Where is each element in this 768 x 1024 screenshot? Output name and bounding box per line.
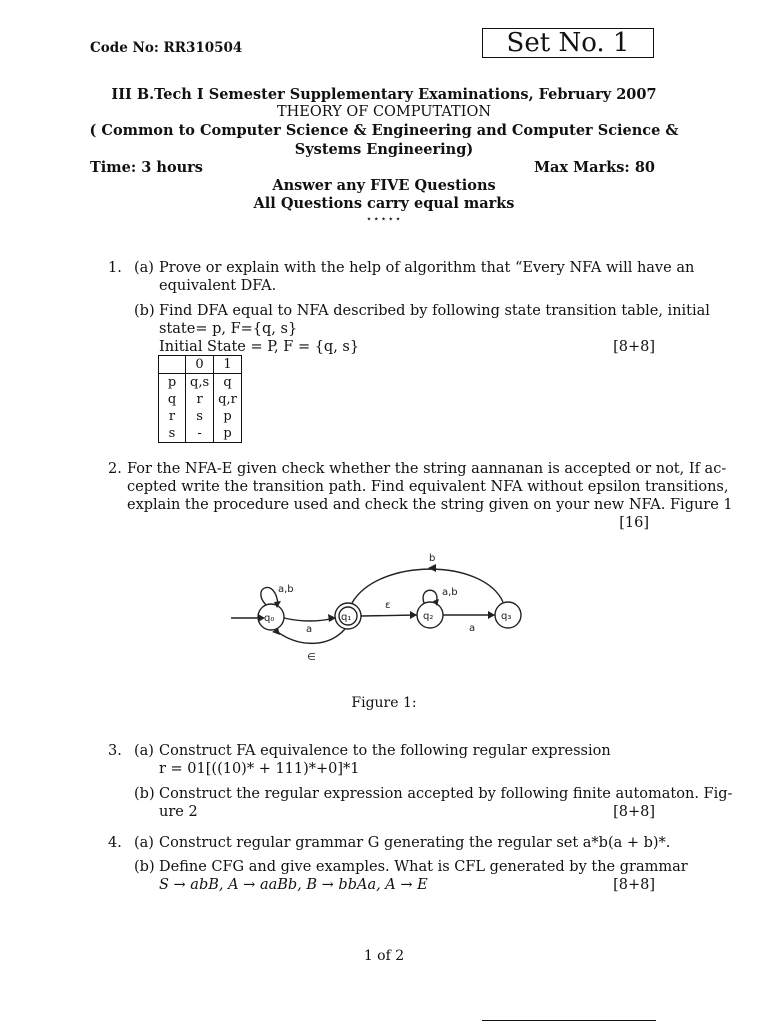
figure-caption: Figure 1: (351, 695, 417, 711)
q1b-line1: Find DFA equal to NFA described by following state transition table, initial (159, 303, 710, 319)
transition-table (158, 355, 242, 443)
table-cell: q (159, 391, 186, 408)
table-header-cell: 0 (186, 356, 214, 374)
table-cell: p (214, 408, 242, 425)
instruction-1: Answer any FIVE Questions (272, 177, 496, 194)
q2-line1: For the NFA-E given check whether the string aannanan is accepted or not, If ac- (127, 461, 727, 477)
table-row (159, 408, 242, 425)
state-label-q2: q₂ (423, 611, 434, 622)
q3b-line2: ure 2 (159, 804, 198, 820)
common-line-1: ( Common to Computer Science & Engineering and Computer Science & (89, 122, 679, 139)
q1-marks: [8+8] (613, 339, 655, 355)
table-cell: s (159, 425, 186, 443)
q1b-line3: Initial State = P, F = {q, s} (159, 339, 360, 355)
table-header-cell: 1 (214, 356, 242, 374)
exam-title: III B.Tech I Semester Supplementary Examinations, February 2007 (111, 86, 657, 103)
table-cell: p (159, 374, 186, 392)
arrowhead (410, 611, 417, 619)
q4b-line2: S → abB, A → aaBb, B → bbAa, A → E (159, 877, 428, 893)
q2-line3: explain the procedure used and check the string given on your new NFA. Figure 1 (127, 497, 733, 513)
edge-label-q1-q2: ε (385, 600, 391, 611)
table-header-cell (159, 356, 186, 374)
code-number: Code No: RR310504 (90, 40, 243, 56)
q1-number: 1. (108, 260, 122, 276)
table-row (159, 391, 242, 408)
q2-number: 2. (108, 461, 122, 477)
q2-line2: cepted write the transition path. Find equivalent NFA without epsilon transitions, (127, 479, 729, 495)
subject-title: THEORY OF COMPUTATION (276, 104, 492, 120)
nfa-diagram (228, 548, 528, 666)
table-cell: s (186, 408, 214, 425)
loop-label-q0: a,b (278, 584, 294, 595)
table-cell: r (159, 408, 186, 425)
q3b-label: (b) (134, 786, 155, 802)
edge-q1-q2 (361, 615, 417, 616)
page-number: 1 of 2 (363, 948, 405, 964)
q4-marks: [8+8] (613, 877, 655, 893)
table-cell: q (214, 374, 242, 392)
table-cell: p (214, 425, 242, 443)
time-label: Time: 3 hours (90, 159, 203, 176)
arrowhead (488, 611, 495, 619)
q3-marks: [8+8] (613, 804, 655, 820)
bottom-rule (482, 1020, 656, 1021)
q1a-line1: Prove or explain with the help of algorithm that “Every NFA will have an (159, 260, 695, 276)
q4a-label: (a) (134, 835, 154, 851)
q1a-line2: equivalent DFA. (159, 278, 277, 294)
q1b-label: (b) (134, 303, 155, 319)
table-cell: - (186, 425, 214, 443)
q1b-line2: state= p, F={q, s} (159, 321, 298, 337)
q3b-line1: Construct the regular expression accepted by following finite automaton. Fig- (159, 786, 733, 802)
q4b-label: (b) (134, 859, 155, 875)
q3a-line1: Construct FA equivalence to the following regular expression (159, 743, 611, 759)
q4-number: 4. (108, 835, 122, 851)
loop-label-q2: a,b (442, 587, 458, 598)
arrowhead (428, 564, 436, 572)
max-marks-label: Max Marks: 80 (533, 159, 655, 176)
q3a-label: (a) (134, 743, 154, 759)
stars-divider: ⋆⋆⋆⋆⋆ (365, 214, 403, 225)
table-header-row (159, 356, 242, 374)
common-line-2: Systems Engineering) (294, 141, 474, 158)
state-label-q1: q₁ (341, 612, 352, 623)
state-label-q0: q₀ (264, 613, 275, 624)
q3-number: 3. (108, 743, 122, 759)
table-cell: q,r (214, 391, 242, 408)
edge-label-q3-q1: b (429, 553, 436, 564)
table-cell: r (186, 391, 214, 408)
instruction-2: All Questions carry equal marks (253, 195, 515, 212)
table-cell: q,s (186, 374, 214, 392)
state-label-q3: q₃ (501, 611, 512, 622)
q3a-line2: r = 01[((10)* + 111)*+0]*1 (159, 761, 360, 777)
set-number-box: Set No. 1 (482, 28, 654, 58)
q1a-label: (a) (134, 260, 154, 276)
table-row (159, 425, 242, 443)
q2-marks: [16] (619, 515, 649, 531)
edge-label-q2-q3: a (469, 623, 476, 634)
q4a-line1: Construct regular grammar G generating the regular set a*b(a + b)*. (159, 835, 671, 851)
edge-label-q0-q1: a (306, 624, 313, 635)
table-row (159, 374, 242, 392)
edge-label-q1-q0: ∈ (307, 652, 316, 663)
edge-q0-q1 (284, 618, 335, 621)
edge-q3-q1 (352, 569, 503, 603)
q4b-line1: Define CFG and give examples. What is CFL generated by the grammar (159, 859, 688, 875)
